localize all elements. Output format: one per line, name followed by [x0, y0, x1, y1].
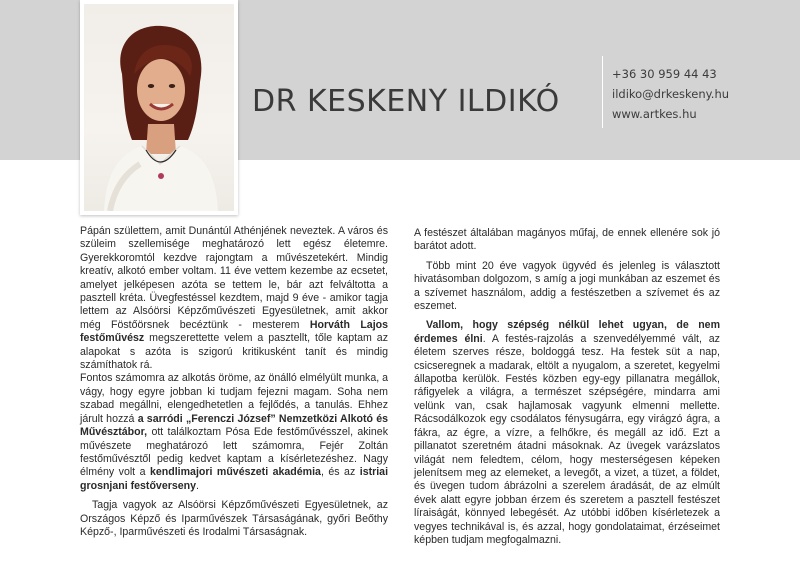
left-column [80, 225, 388, 539]
left-paragraph-1 [80, 225, 388, 372]
header-divider [602, 56, 603, 128]
contact-website[interactable]: www.artkes.hu [612, 107, 697, 121]
right-column [414, 227, 720, 547]
bold-span: Vallom, hogy szépség nélkül lehet ugyan, de nem érdemes élni [414, 319, 720, 345]
text-span: . A festés-rajzolás a szenvedélyemmé vált, az életem szerves része, boldoggá tesz. Ha festek süt a nap, csicseregnek a madarak, eltölt a nyugalom, a szeretet, kegyelmi állapotba kerülök. Festés közben egy-egy pillanatra megállok, ráfigyelek a világra, a természet szépségére, mindarra ami velünk van, csak hajlamosak vagyunk elmenni mellette. Rácsodálkozok egy csodálatos fénysugárra, egy virágzó ágra, a fákra, az égre, a vízre, a felhőkre, és megáll az idő. Ezt a pillanatot szeretném átadni másoknak. Az üvegek varázslatos világát nem feledtem, célom, hogy mesterségesen képeken jelenítsem meg az elemeket, a levegőt, a vizet, a tüzet, a földet, és üvegen tudom ábrázolni a szerelem áradását, de az elmúlt évek alatt egyre jobban érzem és szeretem a pasztell festészet líraiságát, könnyed lebegését. Az utóbbi időben kísérletezek a vegyes technikával is, és azzal, hogy gondolataimat, érzéseimet képben tudjam megfogalmazni. [414, 332, 720, 546]
bold-span: a sarródi „Ferenczi József” Nemzetközi Alkotó és Művésztábor, [80, 412, 389, 439]
text-span: megszerettette velem a pasztellt, tőle kaptam az alapokat s azóta is szigorú kritikusként tanít és mindig számíthatok rá. [80, 332, 388, 372]
text-span: Fontos számomra az alkotás öröme, az önálló elmélyült munka, a vágy, hogy egyre jobban ki tudjam fejezni magam. Soha nem szabad megállni, elengedhetetlen a fejlődés, a tanulás. Ehhez járult hozzá [80, 372, 388, 425]
portrait-frame [80, 0, 238, 215]
right-paragraph-3 [414, 319, 720, 547]
page-title: DR KESKENY ILDIKÓ [252, 84, 560, 119]
bold-span: kendlimajori művészeti akadémia [150, 466, 321, 479]
portrait-illustration [84, 4, 234, 211]
text-span: , és az [320, 466, 360, 479]
contact-email[interactable]: ildiko@drkeskeny.hu [612, 87, 730, 101]
right-paragraph-1: A festészet általában magányos műfaj, de ennek ellenére sok jó barátot adott. [414, 227, 720, 253]
portrait-photo [84, 4, 234, 211]
text-span: Pápán születtem, amit Dunántúl Athénjének neveztek. A város és szüleim szellemisége meghatározó lett egész életemre. Gyerekkoromtól kezdve rajongtam a művészetekért. Mindig kreatív, alkotó ember voltam. 11 éve vettem kezembe az ecsetet, amelyet jelképesen azóta se tettem le, bár azt felváltotta a pasztell kréta. Üvegfestéssel kezdtem, majd 9 éve - amikor tagja lettem az Alsóörsi Képzőművészeti Egyesületnek, amit akkor még Föstőörsnek becéztünk - mesterem [80, 225, 388, 331]
text-span: . [195, 479, 199, 492]
left-paragraph-3: Tagja vagyok az Alsóörsi Képzőművészeti Egyesületnek, az Országos Képző és Iparművészek Társaságának, győri Beőthy Képző-, Iparművészeti és Irodalmi Társaságnak. [80, 499, 388, 538]
bold-span: istriai grosnjani festőverseny [80, 466, 389, 492]
contact-block [612, 64, 729, 124]
text-span: ott találkoztam Pósa Ede festőművésszel, akinek művészete meghatározó lett számomra, Fejér Zoltán festőművésztől pedig kedvet kaptam a kísérletezéshez. Nagy élmény volt a [80, 426, 388, 479]
contact-phone: +36 30 959 44 43 [612, 67, 717, 81]
left-paragraph-2 [80, 372, 388, 493]
right-paragraph-2: Több mint 20 éve vagyok ügyvéd és jelenleg is választott hivatásomban dolgozom, s amíg a jogi munkában az eszemet és a szívemet használom, addig a festészetben a szívemet és az eszemet. [414, 259, 720, 313]
bold-span: Horváth Lajos festőművész [80, 318, 389, 345]
